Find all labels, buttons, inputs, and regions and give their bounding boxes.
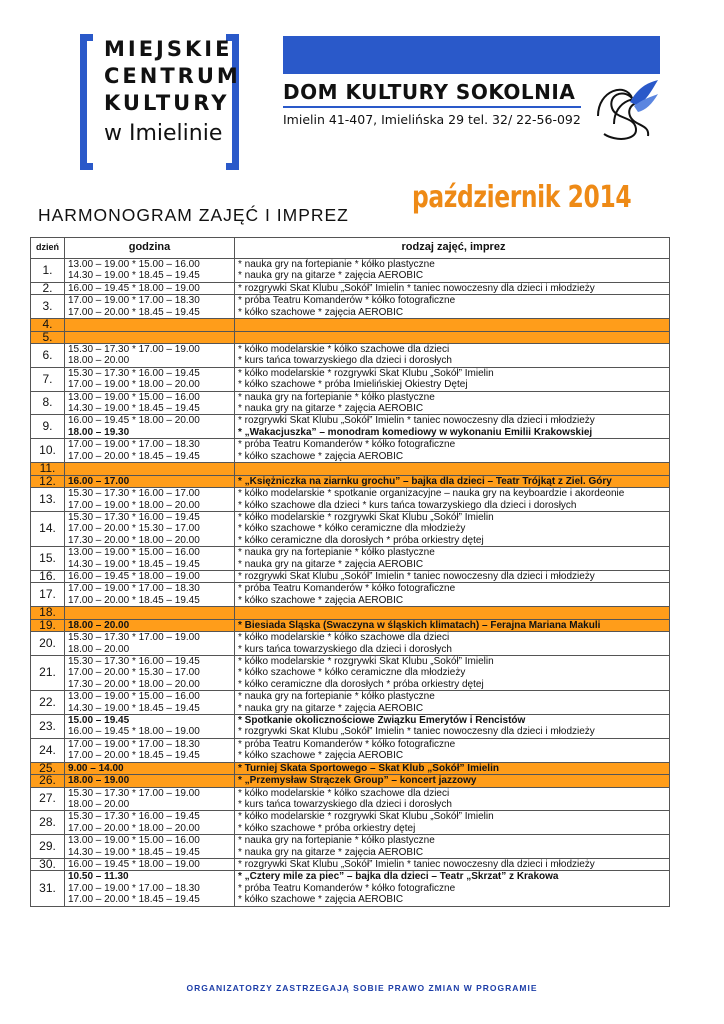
table-row (31, 547, 670, 571)
month-heading: październik 2014 (412, 180, 632, 215)
hours-cell (65, 607, 235, 620)
activities-cell (235, 691, 670, 715)
activities-cell-line: * nauka gry na gitarze * zajęcia AEROBIC (238, 403, 424, 415)
hours-cell (65, 488, 235, 512)
mck-logo (80, 32, 246, 170)
activities-cell-line: * kółko modelarskie * kółko szachowe dla dzieci (238, 632, 450, 644)
table-row (31, 835, 670, 859)
day-cell: 1. (31, 259, 65, 283)
activities-cell-line: * nauka gry na gitarze * zajęcia AEROBIC (238, 846, 424, 858)
activities-cell-line: * kółko modelarskie * kółko szachowe dla dzieci (238, 787, 450, 799)
activities-cell (235, 583, 670, 607)
hours-cell (65, 811, 235, 835)
activities-cell-line: * próba Teatru Komanderów * kółko fotograficzne (238, 882, 456, 894)
hours-cell (65, 655, 235, 690)
table-row (31, 632, 670, 656)
hours-cell-line: 14.30 – 19.00 * 18.45 – 19.45 (68, 403, 200, 415)
activities-cell-line: * kółko modelarskie * rozgrywki Skat Klubu „Sokół” Imielin (238, 511, 494, 523)
hours-cell-line: 17.00 – 19.00 * 17.00 – 18.30 (68, 583, 200, 595)
hours-cell-line: 17.00 – 19.00 * 17.00 – 18.30 (68, 882, 200, 894)
hours-cell-line: 15.30 – 17.30 * 16.00 – 19.45 (68, 811, 200, 823)
header-divider (283, 106, 581, 108)
activities-cell (235, 391, 670, 415)
day-cell: 20. (31, 632, 65, 656)
table-row (31, 787, 670, 811)
activities-cell (235, 344, 670, 368)
activities-cell (235, 811, 670, 835)
hours-cell (65, 295, 235, 319)
day-cell: 25. (31, 762, 65, 775)
day-cell: 23. (31, 715, 65, 739)
activities-cell-line: * rozgrywki Skat Klubu „Sokół” Imielin * taniec nowoczesny dla dzieci i młodzieży (238, 726, 595, 738)
activities-cell (235, 570, 670, 582)
activities-cell (235, 488, 670, 512)
hours-cell (65, 570, 235, 582)
hours-cell (65, 282, 235, 294)
hours-cell-line: 17.00 – 19.00 * 17.00 – 18.30 (68, 738, 200, 750)
activities-cell-line: * „Wakacjuszka” – monodram komediowy w wykonaniu Emilii Krakowskiej (238, 426, 593, 438)
hours-cell-line: 15.30 – 17.30 * 17.00 – 19.00 (68, 632, 200, 644)
day-cell: 30. (31, 859, 65, 871)
activities-cell (235, 655, 670, 690)
day-cell: 27. (31, 787, 65, 811)
table-header-row (31, 238, 670, 259)
day-cell: 2. (31, 282, 65, 294)
day-cell: 31. (31, 871, 65, 906)
hours-cell (65, 463, 235, 476)
day-cell: 7. (31, 367, 65, 391)
hours-cell (65, 762, 235, 775)
hours-cell (65, 632, 235, 656)
activities-cell-line: * kółko szachowe * próba Imielińskiej Okiestry Dętej (238, 379, 468, 391)
hours-cell (65, 367, 235, 391)
hours-cell-line: 14.30 – 19.00 * 18.45 – 19.45 (68, 702, 200, 714)
hours-cell (65, 344, 235, 368)
hours-cell-line: 17.00 – 20.00 * 15.30 – 17.00 (68, 523, 200, 535)
hours-cell (65, 871, 235, 906)
hours-cell-line: 14.30 – 19.00 * 18.45 – 19.45 (68, 558, 200, 570)
day-cell: 16. (31, 570, 65, 582)
activities-cell-line: * kółko szachowe * zajęcia AEROBIC (238, 450, 404, 462)
activities-cell (235, 319, 670, 332)
logo-line-1: MIEJSKIE (104, 37, 233, 61)
activities-cell-line: * nauka gry na gitarze * zajęcia AEROBIC (238, 702, 424, 714)
table-row (31, 511, 670, 546)
hours-cell (65, 787, 235, 811)
day-cell: 29. (31, 835, 65, 859)
hours-cell-line: 16.00 – 19.45 * 18.00 – 19.00 (68, 282, 200, 294)
activities-cell (235, 475, 670, 488)
hours-cell (65, 475, 235, 488)
table-row (31, 775, 670, 788)
activities-cell-line: * próba Teatru Komanderów * kółko fotograficzne (238, 583, 456, 595)
activities-cell-line: * Turniej Skata Sportowego – Skat Klub „Sokół” Imielin (238, 762, 499, 774)
hours-cell-line: 17.00 – 19.00 * 18.00 – 20.00 (68, 379, 200, 391)
day-cell: 4. (31, 319, 65, 332)
activities-cell-line: * „Cztery mile za piec” – bajka dla dzieci – Teatr „Skrzat” z Krakowa (238, 871, 559, 883)
logo-bracket-left (80, 34, 93, 170)
table-row (31, 691, 670, 715)
activities-cell (235, 331, 670, 344)
activities-cell-line: * próba Teatru Komanderów * kółko fotograficzne (238, 439, 456, 451)
day-cell: 19. (31, 619, 65, 632)
hours-cell-line: 15.30 – 17.30 * 16.00 – 19.45 (68, 367, 200, 379)
activities-cell-line: * rozgrywki Skat Klubu „Sokół” Imielin * taniec nowoczesny dla dzieci i młodzieży (238, 415, 595, 427)
hours-cell-line: 16.00 – 19.45 * 18.00 – 19.00 (68, 859, 200, 871)
activities-cell (235, 835, 670, 859)
day-cell: 18. (31, 607, 65, 620)
hours-cell-line: 16.00 – 17.00 (68, 475, 130, 487)
table-row (31, 475, 670, 488)
hours-cell (65, 391, 235, 415)
table-row (31, 607, 670, 620)
logo-text (104, 36, 241, 147)
activities-cell-line: * kółko ceramiczne dla dorosłych * próba orkiestry dętej (238, 534, 484, 546)
hours-cell-line: 15.30 – 17.30 * 17.00 – 19.00 (68, 787, 200, 799)
table-row (31, 859, 670, 871)
hours-cell (65, 259, 235, 283)
activities-cell-line: * kółko szachowe * zajęcia AEROBIC (238, 894, 404, 906)
table-row (31, 295, 670, 319)
hours-cell (65, 511, 235, 546)
hours-cell-line: 16.00 – 19.45 * 18.00 – 19.00 (68, 726, 200, 738)
day-cell: 22. (31, 691, 65, 715)
hours-cell-line: 18.00 – 20.00 (68, 355, 130, 367)
activities-cell (235, 619, 670, 632)
activities-cell (235, 787, 670, 811)
hours-cell (65, 619, 235, 632)
table-row (31, 738, 670, 762)
hours-cell-line: 13.00 – 19.00 * 15.00 – 16.00 (68, 259, 200, 270)
activities-cell-line: * Biesiada Śląska (Swaczyna w śląskich klimatach) – Ferajna Mariana Makuli (238, 619, 601, 631)
activities-cell (235, 738, 670, 762)
logo-line-4: w Imielinie (104, 121, 223, 146)
activities-cell-line: * kółko szachowe * próba orkiestry dętej (238, 822, 416, 834)
hours-cell-line: 14.30 – 19.00 * 18.45 – 19.45 (68, 270, 200, 282)
day-cell: 14. (31, 511, 65, 546)
hours-cell-line: 17.00 – 19.00 * 17.00 – 18.30 (68, 439, 200, 451)
activities-cell-line: * kółko modelarskie * rozgrywki Skat Klubu „Sokół” Imielin (238, 655, 494, 667)
activities-cell (235, 367, 670, 391)
activities-cell (235, 632, 670, 656)
hours-cell-line: 10.50 – 11.30 (68, 871, 129, 883)
activities-cell-line: * kurs tańca towarzyskiego dla dzieci i dorosłych (238, 643, 452, 655)
table-row (31, 282, 670, 294)
day-cell: 6. (31, 344, 65, 368)
hours-cell (65, 547, 235, 571)
hours-cell-line: 9.00 – 14.00 (68, 762, 124, 774)
day-cell: 10. (31, 439, 65, 463)
table-row (31, 367, 670, 391)
hours-cell-line: 13.00 – 19.00 * 15.00 – 16.00 (68, 835, 200, 847)
activities-cell (235, 415, 670, 439)
activities-cell (235, 775, 670, 788)
hours-cell (65, 439, 235, 463)
hours-cell (65, 835, 235, 859)
activities-cell (235, 282, 670, 294)
footer-note: ORGANIZATORZY ZASTRZEGAJĄ SOBIE PRAWO ZMIAN W PROGRAMIE (186, 983, 538, 993)
activities-cell-line: * nauka gry na gitarze * zajęcia AEROBIC (238, 558, 424, 570)
table-row (31, 619, 670, 632)
institution-name: DOM KULTURY SOKOLNIA (283, 80, 576, 104)
activities-cell-line: * rozgrywki Skat Klubu „Sokół” Imielin * taniec nowoczesny dla dzieci i młodzieży (238, 859, 595, 871)
header-hours: godzina (65, 238, 235, 259)
activities-cell (235, 439, 670, 463)
hours-cell (65, 415, 235, 439)
activities-cell (235, 511, 670, 546)
hours-cell (65, 331, 235, 344)
activities-cell-line: * kółko szachowe * zajęcia AEROBIC (238, 306, 404, 318)
activities-cell-line: * nauka gry na fortepianie * kółko plastyczne (238, 691, 435, 703)
hours-cell-line: 16.00 – 19.45 * 18.00 – 20.00 (68, 415, 200, 427)
page-title: HARMONOGRAM ZAJĘĆ I IMPREZ (38, 205, 349, 225)
activities-cell-line: * kółko modelarskie * rozgrywki Skat Klubu „Sokół” Imielin (238, 367, 494, 379)
day-cell: 26. (31, 775, 65, 788)
hours-cell-line: 17.00 – 20.00 * 15.30 – 17.00 (68, 667, 200, 679)
activities-cell-line: * próba Teatru Komanderów * kółko fotograficzne (238, 738, 456, 750)
activities-cell-line: * nauka gry na fortepianie * kółko plastyczne (238, 547, 435, 559)
activities-cell-line: * próba Teatru Komanderów * kółko fotograficzne (238, 295, 456, 307)
hours-cell-line: 17.30 – 20.00 * 18.00 – 20.00 (68, 534, 200, 546)
hours-cell-line: 17.00 – 20.00 * 18.45 – 19.45 (68, 894, 200, 906)
hours-cell-line: 14.30 – 19.00 * 18.45 – 19.45 (68, 846, 200, 858)
activities-cell (235, 259, 670, 283)
table-row (31, 259, 670, 283)
table-row (31, 463, 670, 476)
day-cell: 5. (31, 331, 65, 344)
hours-cell-line: 15.30 – 17.30 * 16.00 – 19.45 (68, 511, 200, 523)
hours-cell-line: 18.00 – 20.00 (68, 799, 130, 811)
table-row (31, 811, 670, 835)
hours-cell-line: 16.00 – 19.45 * 18.00 – 19.00 (68, 570, 200, 582)
table-row (31, 583, 670, 607)
day-cell: 17. (31, 583, 65, 607)
table-row (31, 762, 670, 775)
hours-cell-line: 17.00 – 20.00 * 18.45 – 19.45 (68, 750, 200, 762)
hours-cell-line: 17.00 – 20.00 * 18.00 – 20.00 (68, 822, 200, 834)
day-cell: 21. (31, 655, 65, 690)
activities-cell (235, 295, 670, 319)
day-cell: 13. (31, 488, 65, 512)
activities-cell-line: * nauka gry na fortepianie * kółko plastyczne (238, 391, 435, 403)
hours-cell-line: 17.00 – 20.00 * 18.45 – 19.45 (68, 450, 200, 462)
activities-cell (235, 871, 670, 906)
day-cell: 3. (31, 295, 65, 319)
activities-cell-line: * kółko szachowe * zajęcia AEROBIC (238, 594, 404, 606)
hours-cell (65, 715, 235, 739)
hours-cell-line: 17.00 – 19.00 * 18.00 – 20.00 (68, 499, 200, 511)
logo-line-2: CENTRUM (104, 64, 241, 88)
activities-cell-line: * nauka gry na fortepianie * kółko plastyczne (238, 259, 435, 270)
table-row (31, 415, 670, 439)
activities-cell (235, 859, 670, 871)
table-row (31, 319, 670, 332)
header-activities: rodzaj zajęć, imprez (235, 238, 670, 259)
hours-cell-line: 18.00 – 20.00 (68, 619, 130, 631)
hours-cell-line: 15.30 – 17.30 * 16.00 – 19.45 (68, 655, 200, 667)
activities-cell (235, 547, 670, 571)
activities-cell-line: * rozgrywki Skat Klubu „Sokół” Imielin * taniec nowoczesny dla dzieci i młodzieży (238, 570, 595, 582)
institution-address: Imielin 41-407, Imielińska 29 tel. 32/ 22-56-092 (283, 112, 581, 127)
table-row (31, 715, 670, 739)
hours-cell (65, 859, 235, 871)
activities-cell-line: * kółko modelarskie * rozgrywki Skat Klubu „Sokół” Imielin (238, 811, 494, 823)
activities-cell (235, 607, 670, 620)
hours-cell (65, 738, 235, 762)
activities-cell-line: * kółko modelarskie * spotkanie organizacyjne – nauka gry na keyboardzie i akordeonie (238, 488, 625, 500)
day-cell: 8. (31, 391, 65, 415)
activities-cell (235, 762, 670, 775)
activities-cell-line: * „Księżniczka na ziarnku grochu” – bajka dla dzieci – Teatr Trójkąt z Ziel. Góry (238, 475, 612, 487)
hours-cell (65, 583, 235, 607)
day-cell: 11. (31, 463, 65, 476)
sokolnia-emblem-icon (592, 76, 660, 144)
table-row (31, 331, 670, 344)
logo-line-3: KULTURY (104, 91, 230, 115)
hours-cell-line: 13.00 – 19.00 * 15.00 – 16.00 (68, 391, 200, 403)
activities-cell-line: * kółko szachowe * kółko ceramiczne dla młodzieży (238, 667, 466, 679)
hours-cell-line: 17.00 – 19.00 * 17.00 – 18.30 (68, 295, 200, 307)
activities-cell-line: * rozgrywki Skat Klubu „Sokół” Imielin * taniec nowoczesny dla dzieci i młodzieży (238, 282, 595, 294)
day-cell: 15. (31, 547, 65, 571)
hours-cell (65, 775, 235, 788)
hours-cell (65, 691, 235, 715)
hours-cell (65, 319, 235, 332)
table-row (31, 391, 670, 415)
day-cell: 9. (31, 415, 65, 439)
activities-cell-line: * kółko szachowe * kółko ceramiczne dla młodzieży (238, 523, 466, 535)
table-row (31, 344, 670, 368)
hours-cell-line: 15.30 – 17.30 * 16.00 – 17.00 (68, 488, 200, 500)
hours-cell-line: 18.00 – 19.00 (68, 775, 130, 787)
hours-cell-line: 13.00 – 19.00 * 15.00 – 16.00 (68, 691, 200, 703)
activities-cell-line: * kurs tańca towarzyskiego dla dzieci i dorosłych (238, 355, 452, 367)
day-cell: 28. (31, 811, 65, 835)
schedule-body (31, 259, 670, 907)
activities-cell-line: * kółko szachowe dla dzieci * kurs tańca towarzyskiego dla dzieci i dorosłych (238, 499, 577, 511)
hours-cell-line: 13.00 – 19.00 * 15.00 – 16.00 (68, 547, 200, 559)
hours-cell-line: 17.00 – 20.00 * 18.45 – 19.45 (68, 594, 200, 606)
activities-cell-line: * kurs tańca towarzyskiego dla dzieci i dorosłych (238, 799, 452, 811)
activities-cell-line: * kółko ceramiczne dla dorosłych * próba orkiestry dętej (238, 678, 484, 690)
hours-cell-line: 15.30 – 17.30 * 17.00 – 19.00 (68, 344, 200, 356)
table-row (31, 871, 670, 906)
schedule-table (30, 237, 670, 907)
activities-cell-line: * kółko modelarskie * kółko szachowe dla dzieci (238, 344, 450, 356)
hours-cell-line: 18.00 – 20.00 (68, 643, 130, 655)
table-row (31, 570, 670, 582)
header-blue-bar (283, 36, 660, 74)
hours-cell-line: 17.30 – 20.00 * 18.00 – 20.00 (68, 678, 200, 690)
table-row (31, 439, 670, 463)
header-day: dzień (31, 238, 65, 259)
activities-cell (235, 715, 670, 739)
activities-cell-line: * nauka gry na fortepianie * kółko plastyczne (238, 835, 435, 847)
activities-cell (235, 463, 670, 476)
day-cell: 24. (31, 738, 65, 762)
activities-cell-line: * Spotkanie okolicznościowe Związku Emerytów i Rencistów (238, 715, 526, 726)
table-row (31, 488, 670, 512)
activities-cell-line: * nauka gry na gitarze * zajęcia AEROBIC (238, 270, 424, 282)
day-cell: 12. (31, 475, 65, 488)
hours-cell-line: 17.00 – 20.00 * 18.45 – 19.45 (68, 306, 200, 318)
hours-cell-line: 18.00 – 19.30 (68, 426, 130, 438)
table-row (31, 655, 670, 690)
activities-cell-line: * kółko szachowe * zajęcia AEROBIC (238, 750, 404, 762)
hours-cell-line: 15.00 – 19.45 (68, 715, 130, 726)
activities-cell-line: * „Przemysław Strączek Group” – koncert jazzowy (238, 775, 477, 787)
